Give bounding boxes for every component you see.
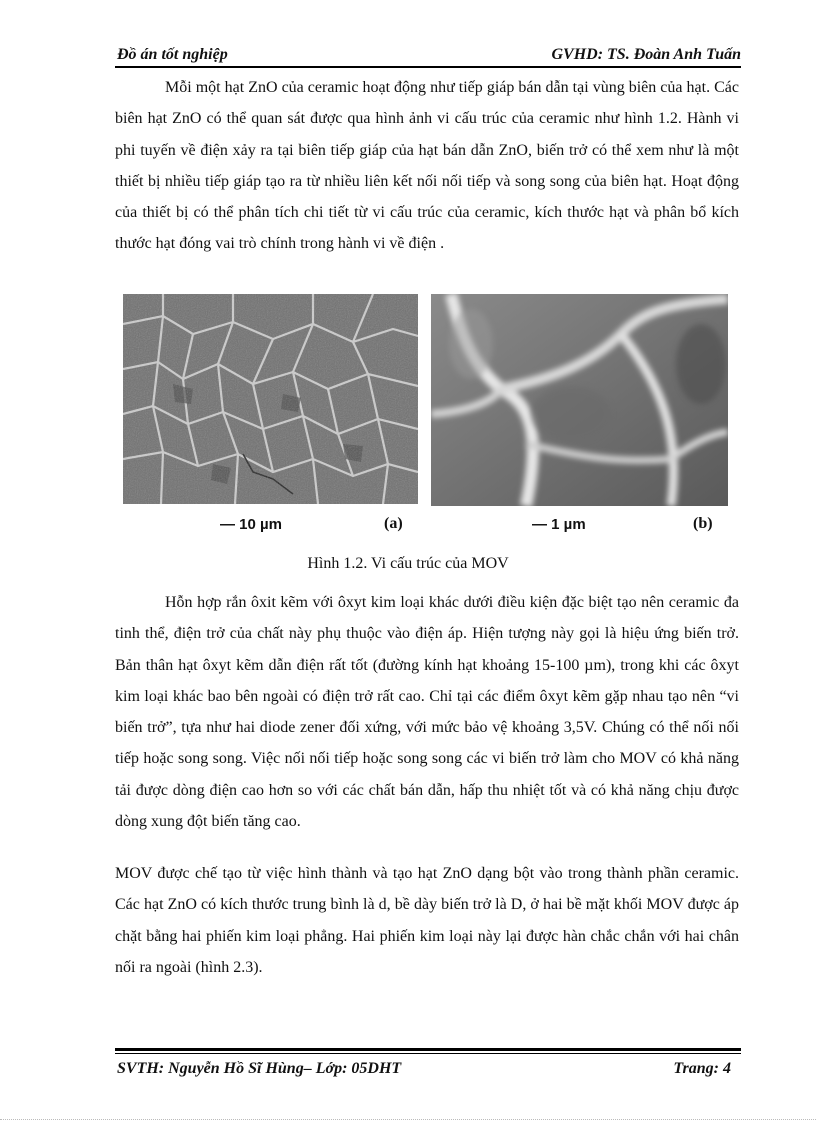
scale-bar-a-label: — 10 µm bbox=[220, 516, 282, 533]
page-footer bbox=[115, 1048, 741, 1088]
figure-caption: Hình 1.2. Vi cấu trúc của MOV bbox=[307, 555, 509, 572]
panel-label-b: (b) bbox=[693, 515, 713, 532]
header-title: Đồ án tốt nghiệp bbox=[117, 46, 228, 63]
footer-rule-thin bbox=[115, 1053, 741, 1054]
header-advisor: GVHD: TS. Đoàn Anh Tuấn bbox=[551, 46, 741, 63]
footer-student: SVTH: Nguyễn Hồ Sĩ Hùng– Lớp: 05DHT bbox=[117, 1060, 402, 1077]
panel-label-a: (a) bbox=[384, 515, 403, 532]
header-rule bbox=[115, 66, 741, 68]
micrograph-a bbox=[123, 294, 418, 504]
paragraph-zno-grain: Mỗi một hạt ZnO của ceramic hoạt động như tiếp giáp bán dẫn tại vùng biên của hạt. Các biên hạt ZnO có thể quan sát được qua hình ảnh vi cấu trúc của ceramic như hình 1.2. Hành vi phi tuyến về điện xảy ra tại biên tiếp giáp của hạt bán dẫn ZnO, biến trở có thể xem như là một thiết bị nhiều tiếp giáp tạo ra từ nhiều liên kết nối nối tiếp và song song của biên hạt. Hoạt động của thiết bị có thể phân tích chi tiết từ vi cấu trúc của ceramic, kích thước hạt và phân bổ kích thước hạt đóng vai trò chính trong hành vi về điện . bbox=[115, 79, 739, 253]
footer-page-number: Trang: 4 bbox=[673, 1060, 731, 1077]
page-bottom-border bbox=[0, 1119, 816, 1120]
micrograph-b bbox=[431, 294, 728, 506]
scale-bar-b-label: — 1 µm bbox=[532, 516, 586, 533]
page-header bbox=[115, 46, 741, 68]
paragraph-mov-construction: MOV được chế tạo từ việc hình thành và tạo hạt ZnO dạng bột vào trong thành phần ceramic. Các hạt ZnO có kích thước trung bình là d, bề dày biến trở là D, ở hai bề mặt khối MOV được áp chặt bằng hai phiến kim loại phẳng. Hai phiến kim loại này lại được hàn chắc chắn với hai chân nối ra ngoài (hình 2.3). bbox=[115, 865, 739, 976]
footer-rule-thick bbox=[115, 1048, 741, 1051]
paragraph-varistor-effect: Hỗn hợp rắn ôxit kẽm với ôxyt kim loại khác dưới điều kiện đặc biệt tạo nên ceramic đa tinh thể, điện trở của chất này phụ thuộc vào điện áp. Hiện tượng này gọi là hiệu ứng biến trở. Bản thân hạt ôxyt kẽm dẫn điện rất tốt (đường kính hạt khoảng 15-100 µm), trong khi các ôxyt kim loại khác bao bên ngoài có điện trở rất cao. Chỉ tại các điểm ôxyt kẽm gặp nhau tạo nên “vi biến trở”, tựa như hai diode zener đối xứng, với mức bảo vệ khoảng 3,5V. Chúng có thể nối nối tiếp hoặc song song. Việc nối nối tiếp hoặc song song các vi biến trở làm cho MOV có khả năng tải được dòng điện cao hơn so với các chất bán dẫn, hấp thu nhiệt tốt và có khả năng chịu được dòng xung đột biến tăng cao. bbox=[115, 594, 739, 831]
